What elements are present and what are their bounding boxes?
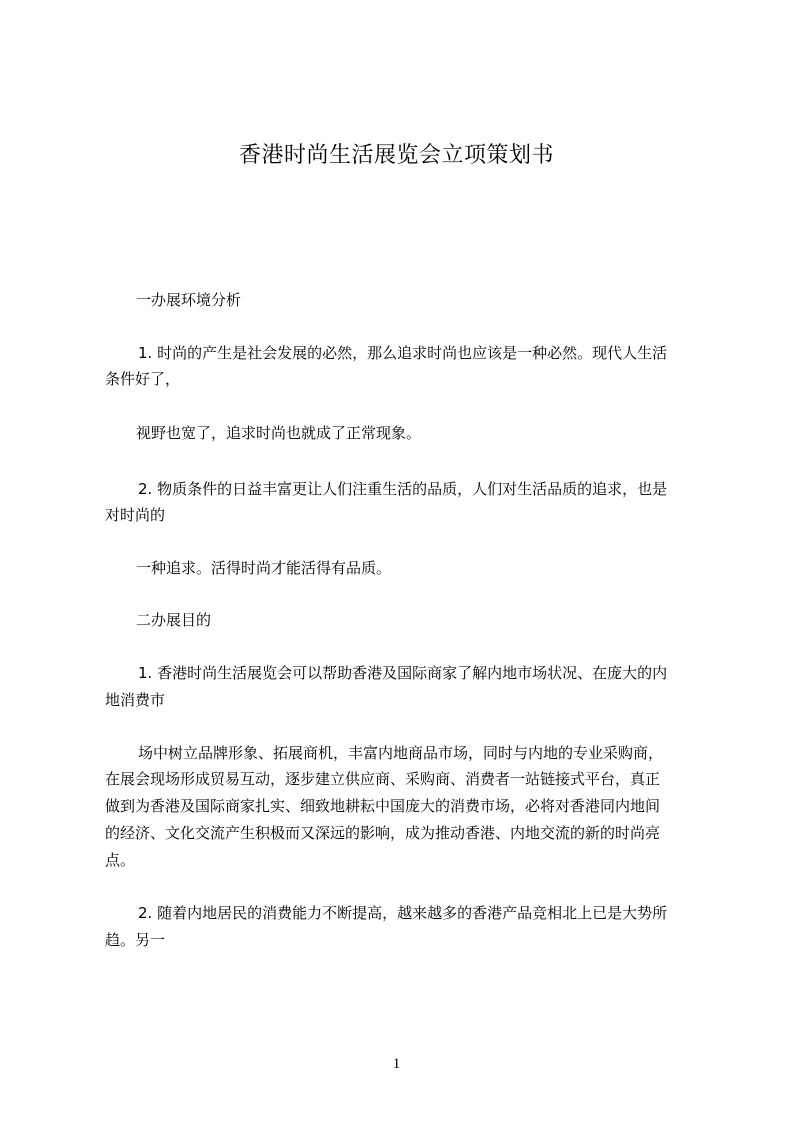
paragraph-line: 在展会现场形成贸易互动，逐步建立供应商、采购商、消费者一站链接式平台，真正 <box>105 770 661 788</box>
paragraph-line: 2. 随着内地居民的消费能力不断提高，越来越多的香港产品竞相北上已是大势所 <box>138 904 668 922</box>
paragraph-line: 条件好了， <box>105 370 181 388</box>
paragraph-line: 的经济、文化交流产生积极而又深远的影响，成为推动香港、内地交流的新的时尚亮 <box>105 824 661 842</box>
paragraph-line: 1. 时尚的产生是社会发展的必然，那么追求时尚也应该是一种必然。现代人生活 <box>138 344 668 362</box>
section-heading-1: 一办展环境分析 <box>136 291 242 309</box>
document-title: 香港时尚生活展览会立项策划书 <box>238 143 554 168</box>
paragraph-line: 1. 香港时尚生活展览会可以帮助香港及国际商家了解内地市场状况、在庞大的内 <box>138 664 668 682</box>
paragraph-line: 对时尚的 <box>105 506 166 524</box>
paragraph-line: 做到为香港及国际商家扎实、细致地耕耘中国庞大的消费市场，必将对香港同内地间 <box>105 797 661 815</box>
paragraph-line: 地消费市 <box>105 691 166 709</box>
page-number: 1 <box>392 1056 401 1072</box>
section-heading-2: 二办展目的 <box>136 611 212 629</box>
paragraph-line: 点。 <box>105 851 136 869</box>
paragraph-line: 趋。另一 <box>105 931 166 949</box>
paragraph-line: 2. 物质条件的日益丰富更让人们注重生活的品质，人们对生活品质的追求，也是 <box>138 480 668 498</box>
paragraph-line: 一种追求。活得时尚才能活得有品质。 <box>136 559 392 577</box>
paragraph-line: 场中树立品牌形象、拓展商机，丰富内地商品市场，同时与内地的专业采购商， <box>138 744 664 762</box>
paragraph-line: 视野也宽了，追求时尚也就成了正常现象。 <box>136 424 422 442</box>
